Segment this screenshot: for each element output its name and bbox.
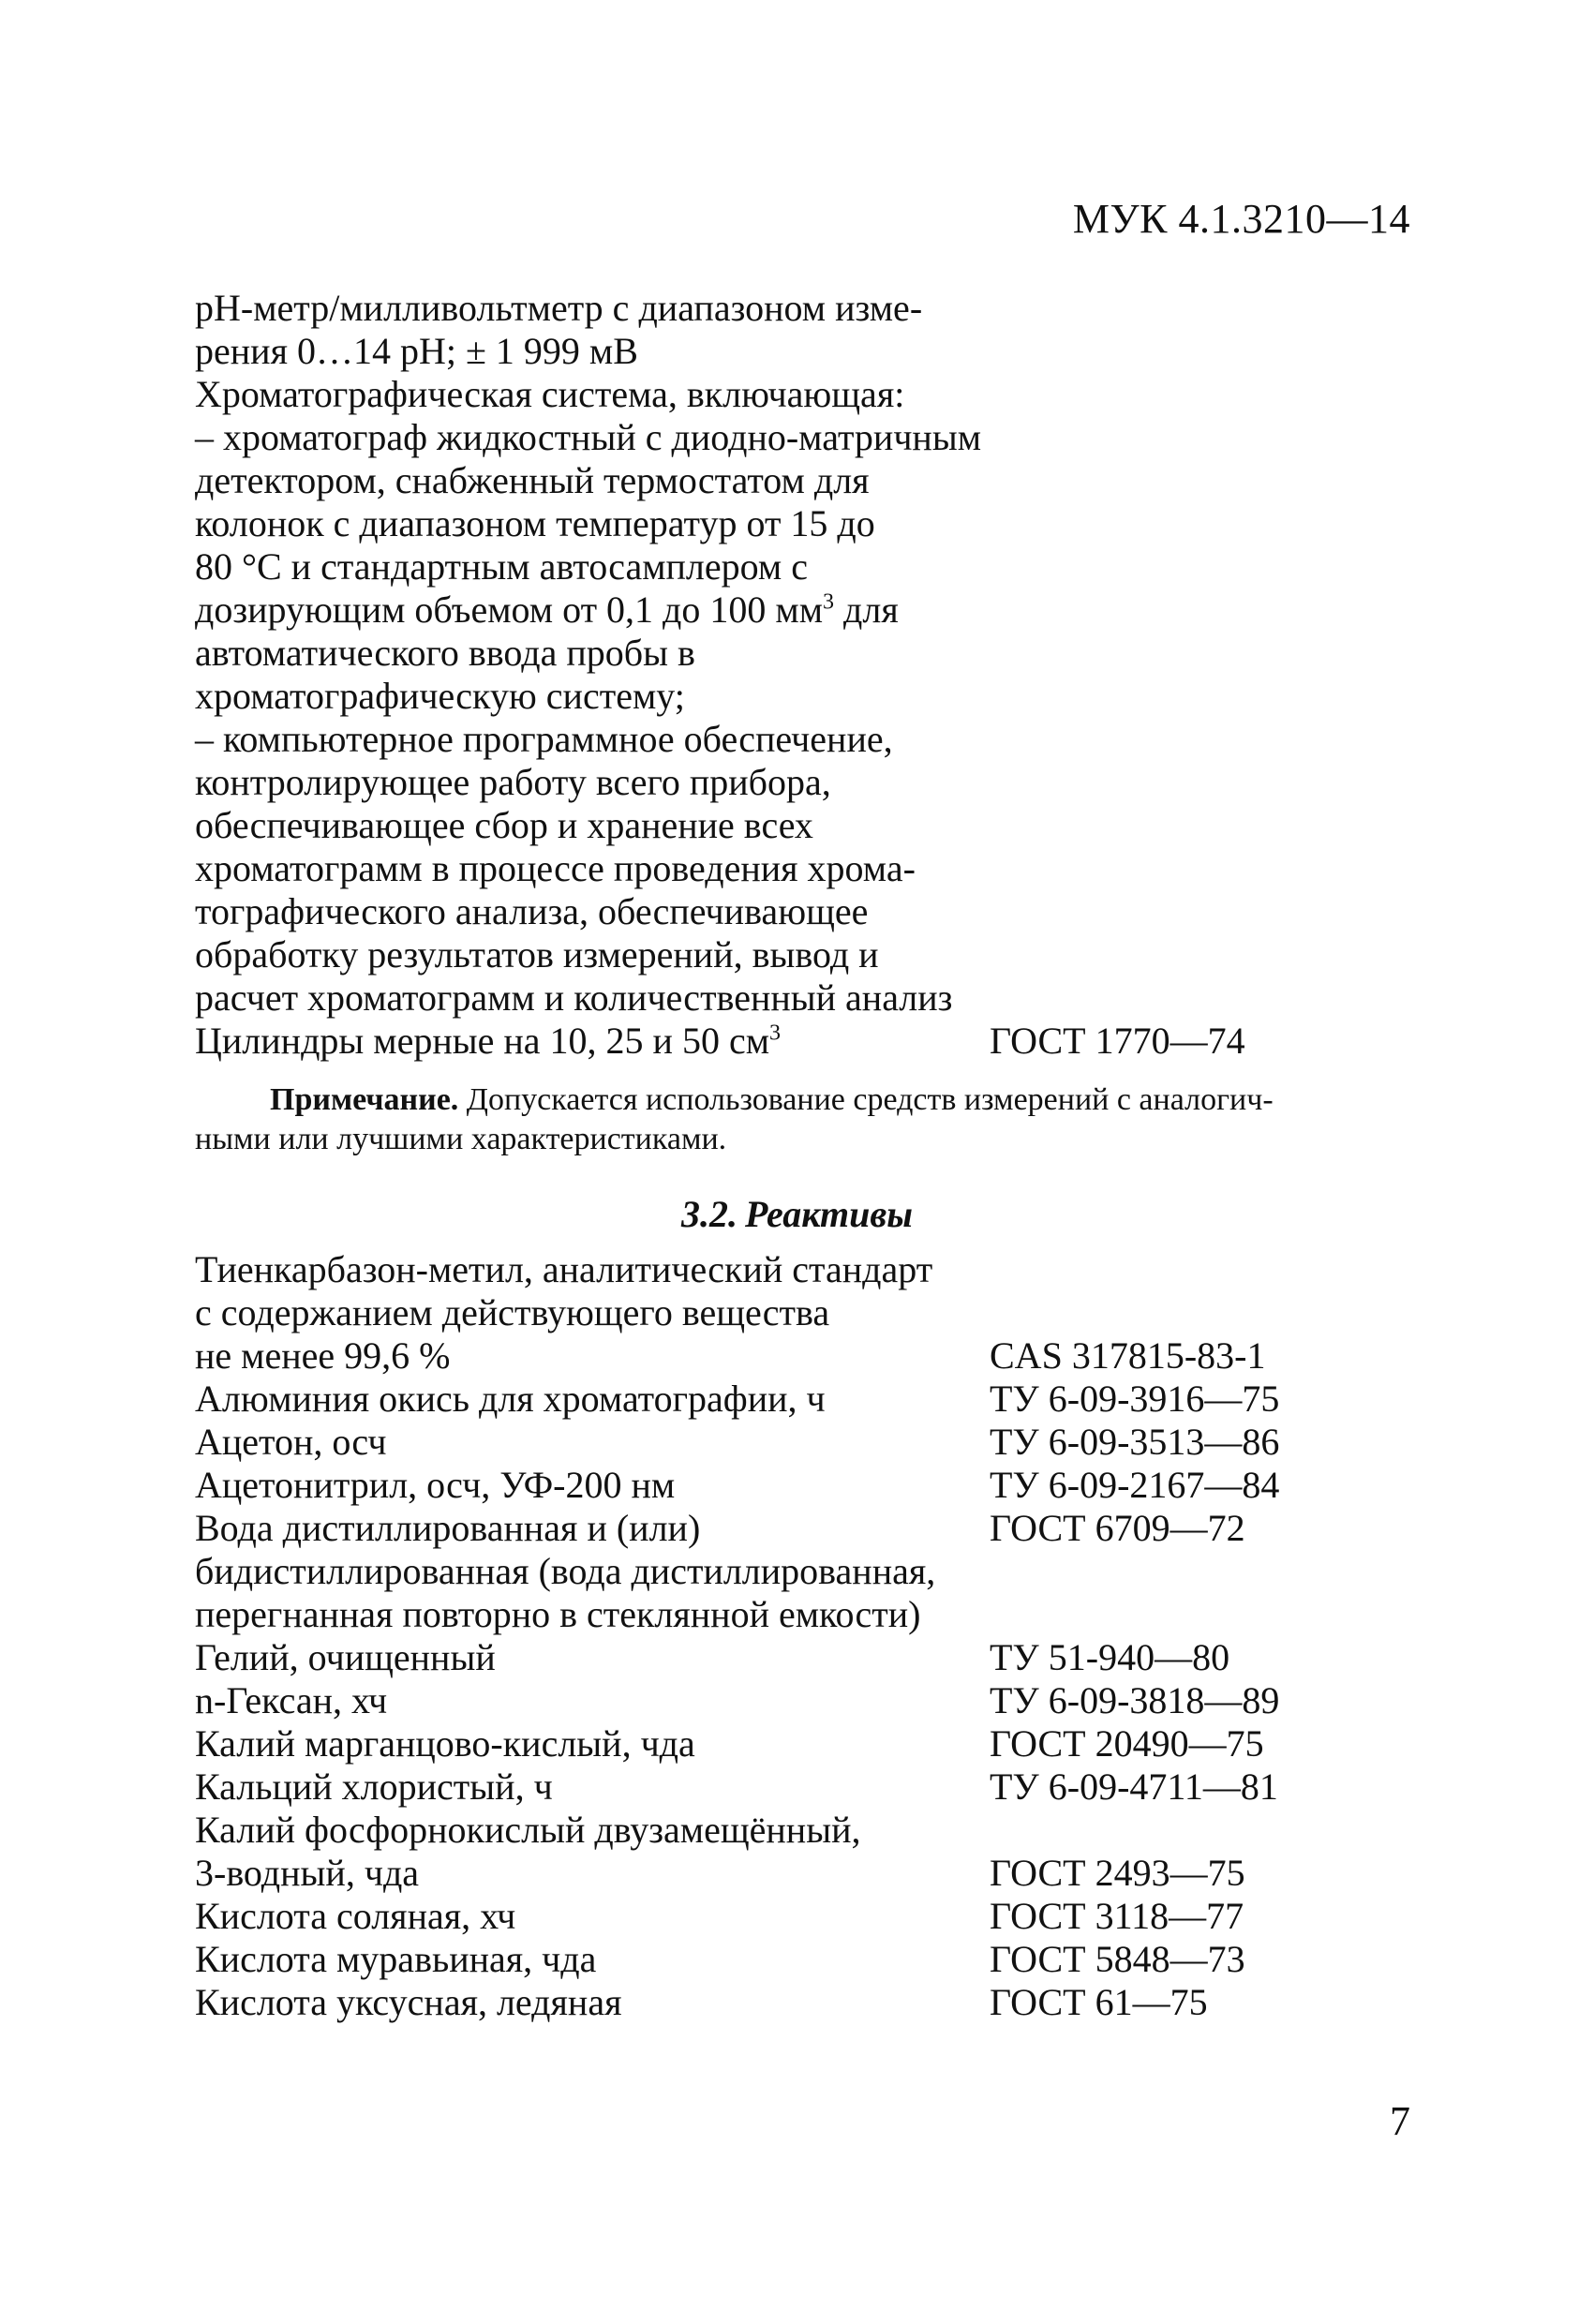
document-code-header: МУК 4.1.3210—14 bbox=[1072, 196, 1410, 242]
reagent-row bbox=[195, 1378, 1413, 1421]
equipment-text: дозирующим объемом от 0,1 до 100 мм bbox=[195, 588, 824, 631]
equipment-text-after: для bbox=[834, 588, 899, 631]
equipment-text: контролирующее работу всего прибора, bbox=[195, 761, 831, 803]
reagent-name: Кислота соляная, хч bbox=[195, 1895, 516, 1937]
page-number: 7 bbox=[1390, 2098, 1410, 2144]
equipment-text: тографического анализа, обеспечивающее bbox=[195, 890, 869, 932]
equipment-row bbox=[195, 330, 1413, 373]
reagent-standard: ГОСТ 3118—77 bbox=[990, 1895, 1244, 1937]
section-heading bbox=[0, 1192, 1594, 1236]
reagent-name: не менее 99,6 % bbox=[195, 1334, 451, 1377]
equipment-text: колонок с диапазоном температур от 15 до bbox=[195, 502, 875, 544]
equipment-row bbox=[195, 287, 1413, 330]
reagent-standard: ТУ 6-09-3818—89 bbox=[990, 1679, 1280, 1721]
reagent-row bbox=[195, 1981, 1413, 2024]
reagent-row bbox=[195, 1334, 1413, 1378]
reagent-row bbox=[195, 1593, 1413, 1636]
reagent-standard: ТУ 6-09-4711—81 bbox=[990, 1765, 1278, 1808]
note-line-1 bbox=[195, 1080, 1413, 1120]
reagent-name: Алюминия окись для хроматографии, ч bbox=[195, 1378, 826, 1420]
reagent-standard: ТУ 6-09-2167—84 bbox=[990, 1464, 1280, 1506]
reagent-name: Вода дистиллированная и (или) bbox=[195, 1507, 701, 1549]
equipment-row bbox=[195, 847, 1413, 890]
superscript: 3 bbox=[769, 1020, 782, 1046]
reagent-name: Тиенкарбазон-метил, аналитический стандарт bbox=[195, 1248, 933, 1290]
reagent-name: Ацетонитрил, осч, УФ-200 нм bbox=[195, 1464, 676, 1506]
reagent-name: Кальций хлористый, ч bbox=[195, 1765, 553, 1808]
reagent-row bbox=[195, 1938, 1413, 1981]
equipment-row bbox=[195, 416, 1413, 459]
note-paragraph bbox=[195, 1080, 1413, 1159]
equipment-list bbox=[195, 287, 1413, 1063]
reagent-name: Ацетон, осч bbox=[195, 1421, 387, 1463]
reagent-name: перегнанная повторно в стеклянной емкости) bbox=[195, 1593, 921, 1635]
reagent-row bbox=[195, 1636, 1413, 1679]
reagent-standard: ГОСТ 5848—73 bbox=[990, 1938, 1245, 1980]
reagent-standard: ГОСТ 2493—75 bbox=[990, 1852, 1245, 1894]
reagent-row bbox=[195, 1809, 1413, 1852]
reagent-row bbox=[195, 1248, 1413, 1291]
equipment-text-with-superscript bbox=[195, 1020, 781, 1063]
reagent-standard: CAS 317815-83-1 bbox=[990, 1334, 1266, 1377]
equipment-row bbox=[195, 976, 1413, 1020]
reagent-standard: ГОСТ 61—75 bbox=[990, 1981, 1208, 2023]
reagent-name: Калий марганцово-кислый, чда bbox=[195, 1722, 695, 1765]
equipment-row bbox=[195, 718, 1413, 761]
section-number: 3.2. bbox=[681, 1193, 738, 1235]
equipment-row bbox=[195, 675, 1413, 718]
reagent-row bbox=[195, 1507, 1413, 1550]
reagent-row bbox=[195, 1679, 1413, 1722]
reagent-row bbox=[195, 1765, 1413, 1809]
equipment-standard: ГОСТ 1770—74 bbox=[990, 1020, 1245, 1062]
equipment-row bbox=[195, 459, 1413, 502]
equipment-text: 80 °С и стандартным автосамплером с bbox=[195, 545, 808, 588]
equipment-text: рН-метр/милливольтметр с диапазоном изме- bbox=[195, 287, 923, 329]
reagent-row bbox=[195, 1291, 1413, 1334]
equipment-text: Хроматографическая система, включающая: bbox=[195, 373, 905, 415]
equipment-text: хроматографическую систему; bbox=[195, 675, 685, 717]
reagent-name: бидистиллированная (вода дистиллированная, bbox=[195, 1550, 936, 1592]
equipment-text: автоматического ввода пробы в bbox=[195, 632, 695, 674]
reagent-row bbox=[195, 1550, 1413, 1593]
equipment-row bbox=[195, 545, 1413, 588]
equipment-row bbox=[195, 588, 1413, 632]
equipment-text: хроматограмм в процессе проведения хрома- bbox=[195, 847, 916, 889]
reagent-standard: ТУ 6-09-3916—75 bbox=[990, 1378, 1280, 1420]
reagent-row bbox=[195, 1421, 1413, 1464]
reagent-name: Кислота уксусная, ледяная bbox=[195, 1981, 622, 2023]
reagent-name: n-Гексан, хч bbox=[195, 1679, 388, 1721]
equipment-text: детектором, снабженный термостатом для bbox=[195, 459, 870, 501]
equipment-text: обеспечивающее сбор и хранение всех bbox=[195, 804, 813, 846]
equipment-text: Цилиндры мерные на 10, 25 и 50 см bbox=[195, 1020, 770, 1062]
reagent-name: с содержанием действующего вещества bbox=[195, 1291, 830, 1333]
superscript: 3 bbox=[823, 589, 835, 615]
reagent-row bbox=[195, 1852, 1413, 1895]
note-text: Допускается использование средств измерений с аналогич- bbox=[458, 1082, 1274, 1117]
equipment-row bbox=[195, 373, 1413, 416]
reagent-name: Кислота муравьиная, чда bbox=[195, 1938, 597, 1980]
equipment-row bbox=[195, 933, 1413, 976]
section-title: Реактивы bbox=[745, 1193, 913, 1235]
reagent-standard: ТУ 51-940—80 bbox=[990, 1636, 1230, 1678]
equipment-text: рения 0…14 рН; ± 1 999 мВ bbox=[195, 330, 638, 372]
equipment-text: – хроматограф жидкостный с диодно-матричным bbox=[195, 416, 982, 458]
equipment-text: обработку результатов измерений, вывод и bbox=[195, 933, 879, 976]
equipment-text: – компьютерное программное обеспечение, bbox=[195, 718, 893, 760]
equipment-text-with-superscript bbox=[195, 588, 899, 632]
reagent-standard: ГОСТ 20490—75 bbox=[990, 1722, 1264, 1765]
reagent-name: Калий фосфорнокислый двузамещённый, bbox=[195, 1809, 861, 1851]
equipment-row bbox=[195, 804, 1413, 847]
reagent-standard: ТУ 6-09-3513—86 bbox=[990, 1421, 1280, 1463]
equipment-row bbox=[195, 1020, 1413, 1063]
reagent-name: 3-водный, чда bbox=[195, 1852, 420, 1894]
reagent-row bbox=[195, 1464, 1413, 1507]
equipment-row bbox=[195, 890, 1413, 933]
equipment-row bbox=[195, 502, 1413, 545]
reagent-name: Гелий, очищенный bbox=[195, 1636, 496, 1678]
reagent-row bbox=[195, 1722, 1413, 1765]
reagents-list bbox=[195, 1248, 1413, 2024]
reagent-row bbox=[195, 1895, 1413, 1938]
equipment-row bbox=[195, 761, 1413, 804]
equipment-text: расчет хроматограмм и количественный анализ bbox=[195, 976, 953, 1019]
note-line-2: ными или лучшими характеристиками. bbox=[195, 1122, 727, 1156]
note-label: Примечание. bbox=[270, 1082, 459, 1117]
reagent-standard: ГОСТ 6709—72 bbox=[990, 1507, 1245, 1549]
equipment-row bbox=[195, 632, 1413, 675]
